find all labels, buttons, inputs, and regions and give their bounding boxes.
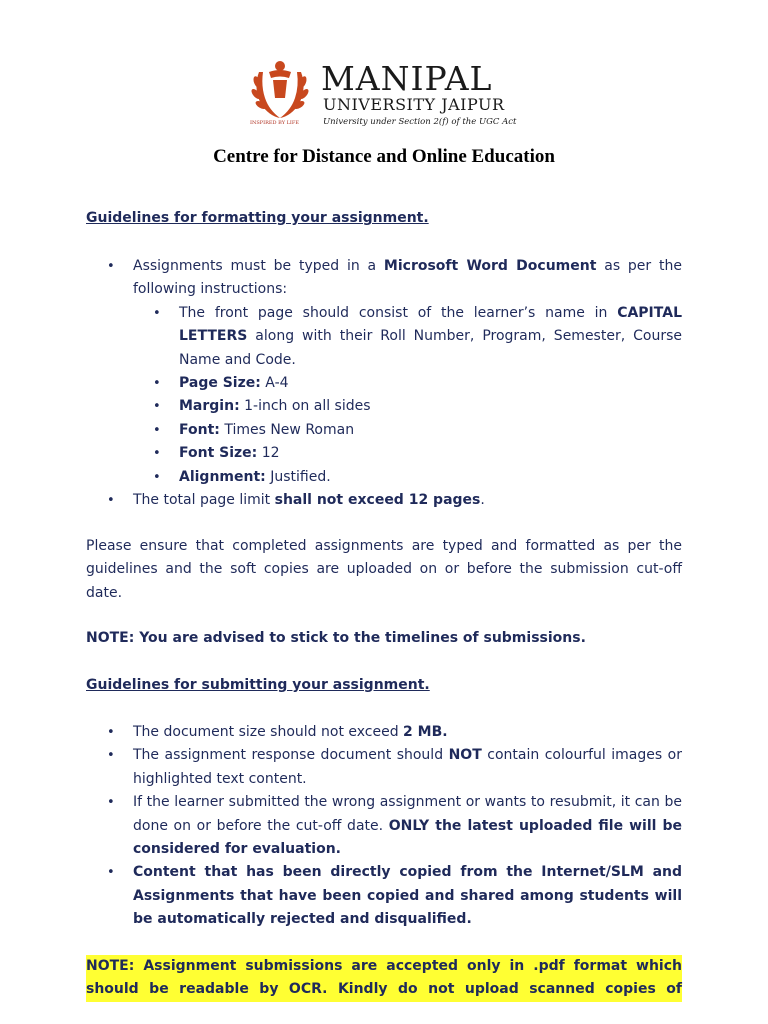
list-item-font-size [179,442,682,465]
spec-label: Font Size: [179,445,258,462]
item-text: The front page should consist of the learner’s name in [179,304,618,321]
item-text: The assignment response document should [133,747,449,764]
ensure-paragraph: Please ensure that completed assignments are typed and formatted as per the guidelines and the soft copies are uploaded on or before the submission cut-off date. [86,538,682,601]
list-item-margin [179,395,682,418]
list-item-copied-content [133,861,682,931]
logo-tagline: University under Section 2(f) of the UGC Act [323,117,517,127]
list-item-no-images [133,744,682,791]
spec-value: A-4 [260,375,289,392]
submitting-list [0,721,768,932]
item-text: The total page limit [133,492,275,509]
spec-label: Font: [179,421,220,438]
item-text: contain colourful images or highlighted text content. [133,747,683,787]
item-text: Assignments must be typed in a [133,258,384,274]
formatting-heading: Guidelines for formatting your assignment. [86,210,429,226]
note-timelines: NOTE: You are advised to stick to the timelines of submissions. [86,630,586,646]
spec-label: Margin: [179,398,240,415]
list-item-page-size [179,372,682,395]
submitting-heading: Guidelines for submitting your assignment. [86,677,430,693]
spec-value: Justified. [265,468,331,485]
note-pdf-format [86,955,682,1002]
spec-label: Page Size: [179,375,261,392]
list-item-word-document [133,255,682,302]
spec-value: Times New Roman [219,421,355,438]
item-bold-text: shall not exceed 12 pages [274,492,481,509]
item-bold-text: ONLY the latest uploaded file will be considered for evaluation. [133,817,683,858]
note-line: NOTE: Assignment submissions are accepted only in .pdf format which [86,955,682,978]
logo-motto: INSPIRED BY LIFE [250,120,300,126]
item-text: along with their Roll Number, Program, Semester, Course Name and Code. [179,328,682,368]
item-bold-text: Microsoft Word Document [383,258,597,274]
list-item-resubmit [133,791,682,861]
list-item-document-size [133,721,682,744]
item-bold-text: Content that has been directly copied from the Internet/SLM and Assignments that have been copied and shared among students will be automatically rejected and disqualified. [133,864,682,928]
spec-label: Alignment: [179,468,266,485]
list-item-alignment [179,466,682,489]
list-item-front-page [179,302,682,372]
item-bold-text: NOT [448,747,482,764]
university-logo [247,58,527,130]
list-item-page-limit [133,489,682,512]
item-text: . [480,492,485,509]
note-line: should be readable by OCR. Kindly do not upload scanned copies of [86,978,682,1001]
spec-value: 1-inch on all sides [239,398,371,415]
item-text: as per the following instructions: [133,258,682,298]
item-bold-text: 2 MB. [403,724,448,740]
formatting-list [0,255,768,512]
page-title: Centre for Distance and Online Education [213,146,555,167]
logo-subtitle: UNIVERSITY JAIPUR [323,95,505,114]
item-text: The document size should not exceed [133,724,404,740]
list-item-font [179,419,682,442]
spec-value: 12 [257,445,280,462]
item-bold-text: CAPITAL LETTERS [179,304,682,345]
logo-name: MANIPAL [321,59,493,98]
item-text: If the learner submitted the wrong assignment or wants to resubmit, it can be done on or before the cut-off date. [133,794,682,834]
